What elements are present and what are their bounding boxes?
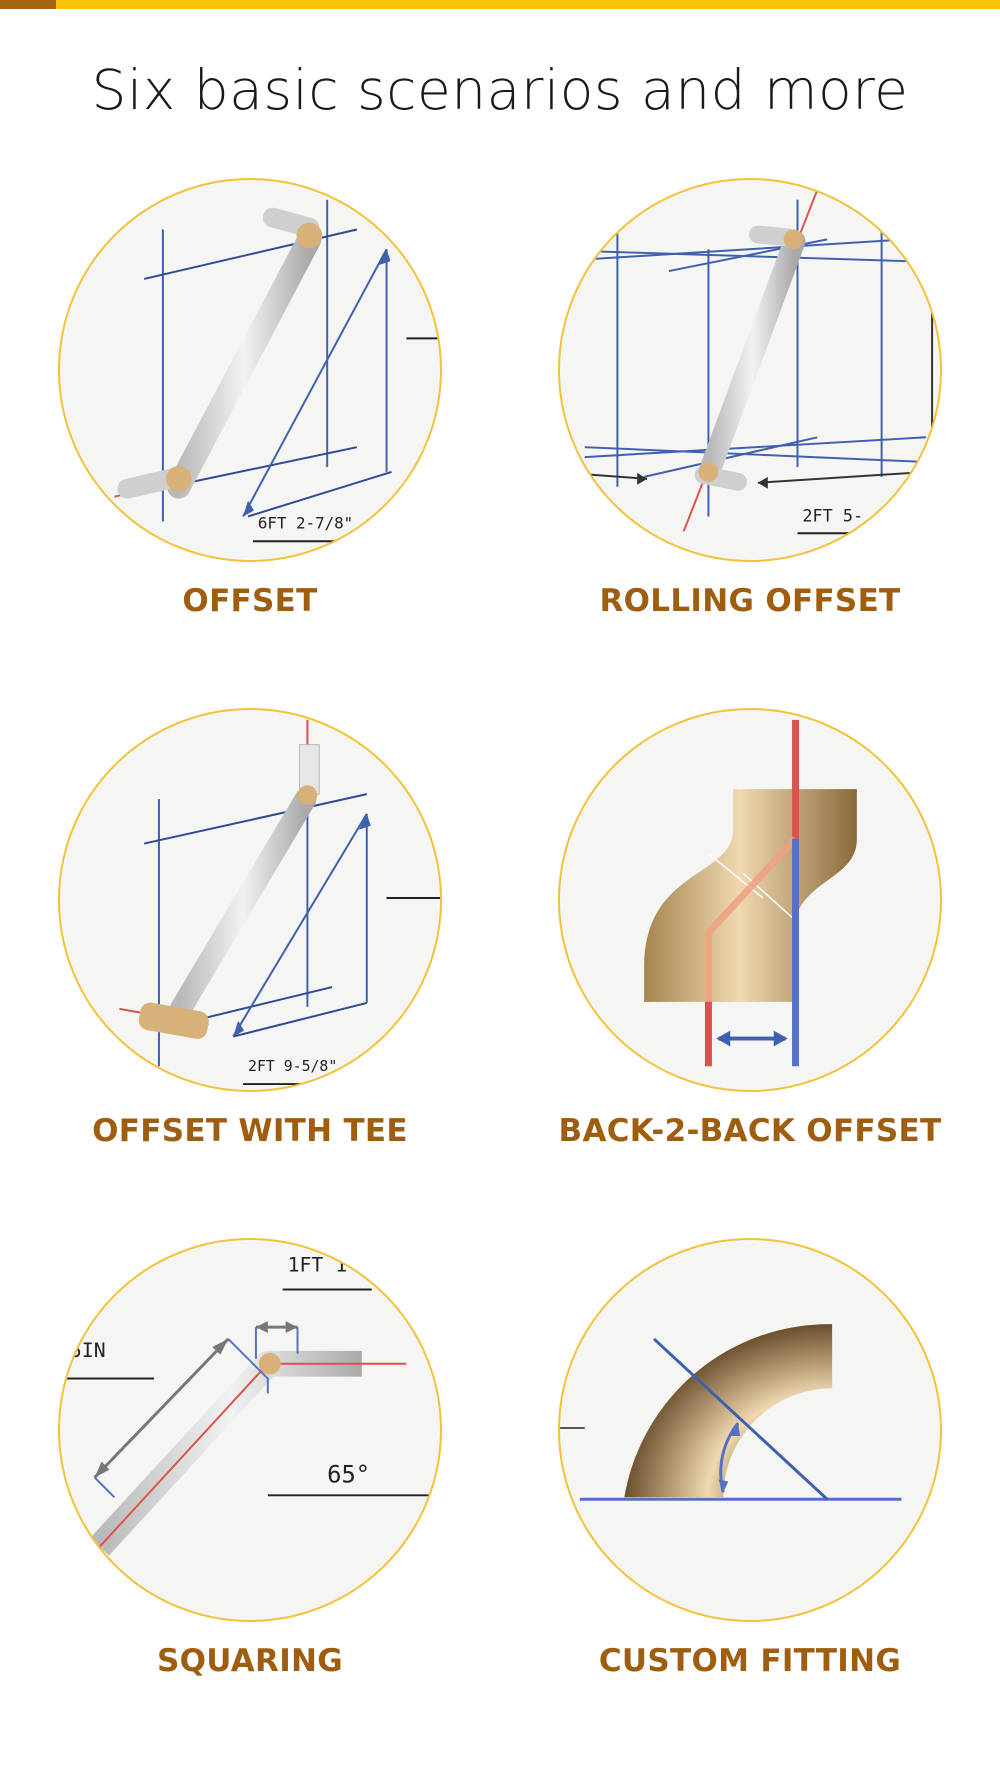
offset-with-tee-dimension-text: 2FT 9-5/8" — [248, 1058, 338, 1076]
squaring-diagram — [60, 1240, 440, 1620]
scenario-label-rolling-offset: ROLLING OFFSET — [599, 583, 901, 619]
scenario-label-back-2-back-offset: BACK-2-BACK OFFSET — [558, 1113, 942, 1149]
squaring-angle-text: 65° — [327, 1460, 371, 1489]
scenario-label-custom-fitting: CUSTOM FITTING — [598, 1643, 902, 1679]
page-title: Six basic scenarios and more — [91, 58, 909, 122]
back-2-back-offset-diagram — [560, 710, 940, 1090]
scenario-card-rolling-offset[interactable] — [540, 178, 960, 678]
scenario-card-squaring[interactable] — [40, 1238, 460, 1738]
scenario-label-offset: OFFSET — [182, 583, 318, 619]
scenario-label-squaring: SQUARING — [156, 1643, 344, 1679]
scenario-card-back-2-back-offset[interactable] — [540, 708, 960, 1208]
top-accent-bar — [0, 0, 1000, 9]
custom-fitting-diagram — [560, 1240, 940, 1620]
rolling-offset-dimension-text: 2FT 5- — [802, 505, 864, 526]
scenario-illustration-offset-with-tee — [58, 708, 442, 1092]
scenario-illustration-rolling-offset — [558, 178, 942, 562]
scenario-illustration-back-2-back-offset — [558, 708, 942, 1092]
scenario-illustration-squaring — [58, 1238, 442, 1622]
scenario-card-offset[interactable] — [40, 178, 460, 678]
scenario-illustration-custom-fitting — [558, 1238, 942, 1622]
top-accent-bar-left — [0, 0, 56, 9]
scenario-label-offset-with-tee: OFFSET WITH TEE — [92, 1113, 408, 1149]
scenario-card-offset-with-tee[interactable] — [40, 708, 460, 1208]
offset-with-tee-diagram — [60, 710, 440, 1090]
scenario-illustration-offset — [58, 178, 442, 562]
offset-dimension-text: 6FT 2-7/8" — [257, 513, 354, 533]
rolling-offset-diagram — [560, 180, 940, 560]
squaring-left-dimension-text: 5IN — [69, 1338, 106, 1362]
squaring-top-dimension-text: 1FT 1 — [287, 1253, 348, 1277]
scenario-card-custom-fitting[interactable] — [540, 1238, 960, 1738]
offset-diagram — [60, 180, 440, 560]
